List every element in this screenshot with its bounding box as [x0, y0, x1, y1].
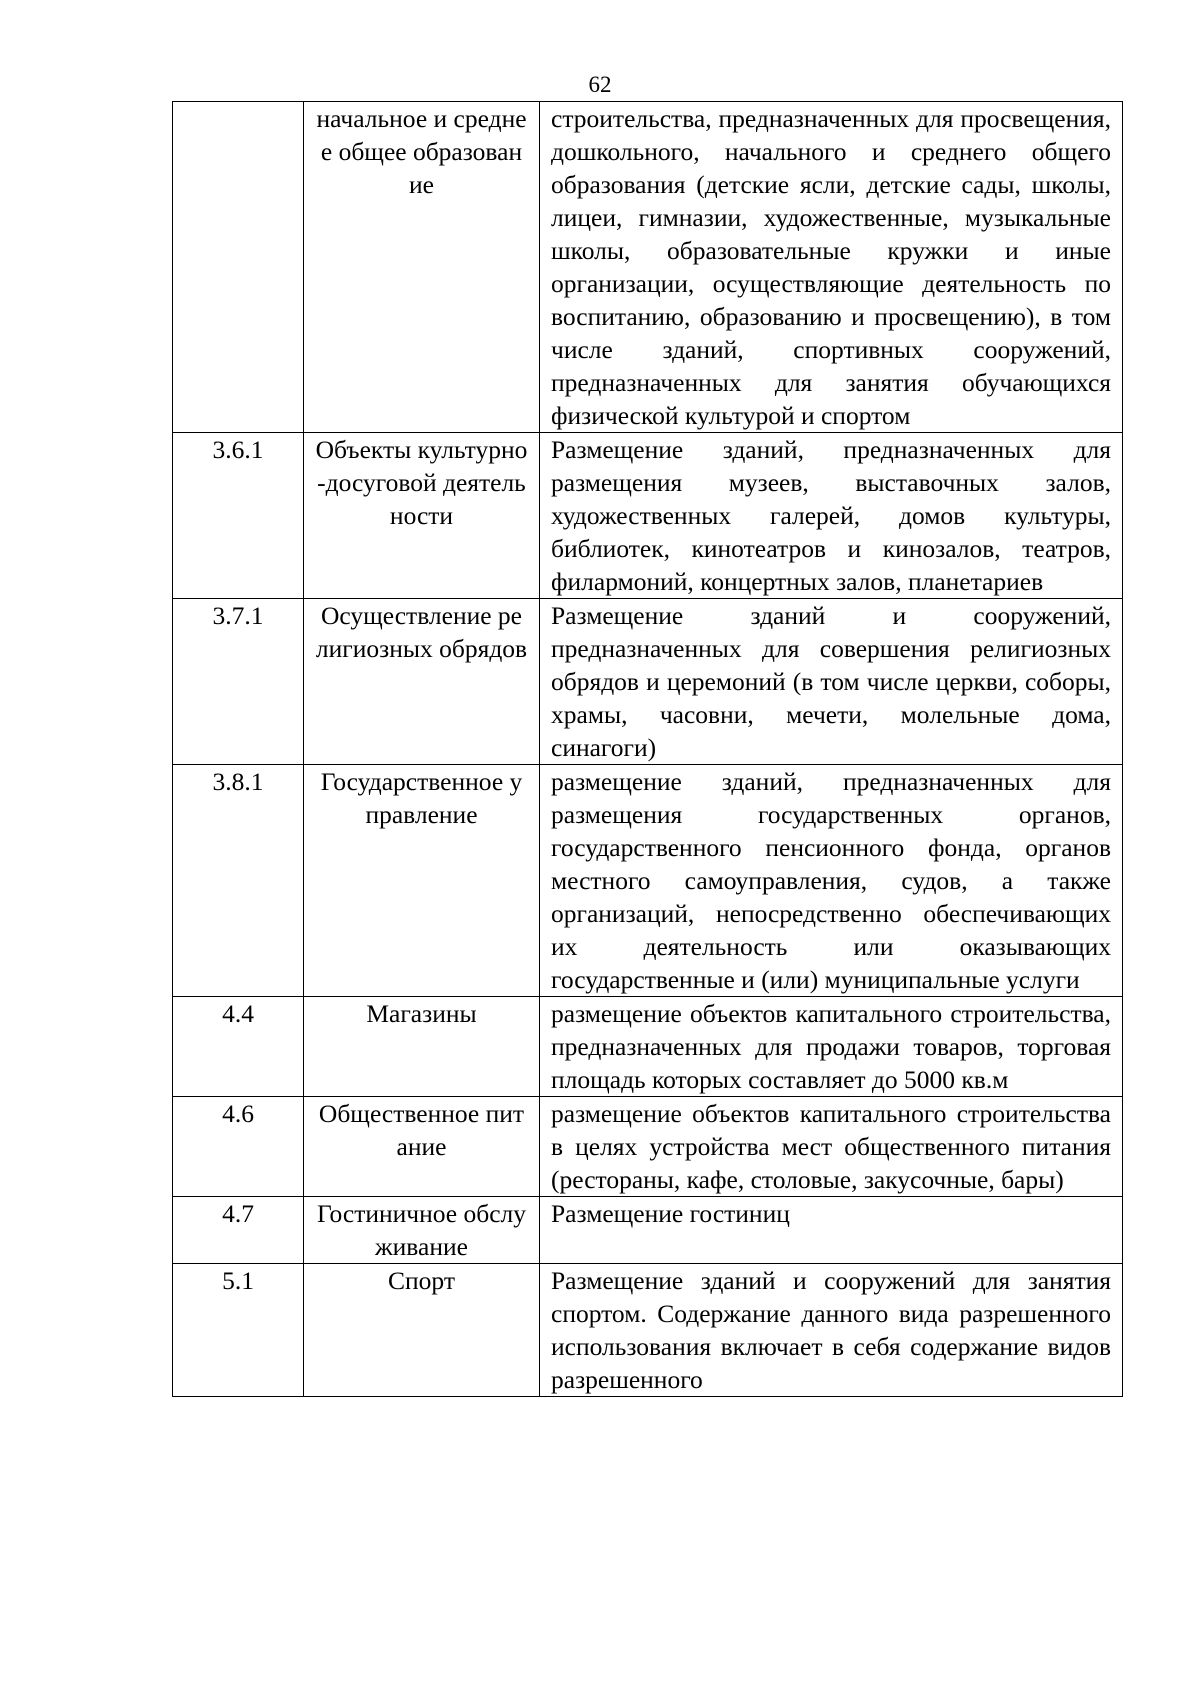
row-code: 3.6.1: [173, 433, 304, 599]
row-code: 3.7.1: [173, 599, 304, 765]
row-code: 4.6: [173, 1097, 304, 1197]
row-description: размещение объектов капитального строительства, предназначенных для продажи товаров, торговая площадь которых составляет до 5000 кв.м: [540, 997, 1123, 1097]
row-code: 5.1: [173, 1264, 304, 1397]
table-row: [173, 599, 1123, 765]
row-code: 4.4: [173, 997, 304, 1097]
row-description: строительства, предназначенных для просвещения, дошкольного, начального и среднего общего образования (детские ясли, детские сады, школы, лицеи, гимназии, художественные, музыкальные школы, образовательные кружки и иные организации, осуществляющие деятельность по воспитанию, образованию и просвещению), в том числе зданий, спортивных сооружений, предназначенных для занятия обучающихся физической культурой и спортом: [540, 102, 1123, 433]
row-name: начальное и среднее общее образование: [304, 102, 540, 433]
row-description: Размещение зданий и сооружений для занятия спортом. Содержание данного вида разрешенного использования включает в себя содержание видов разрешенного: [540, 1264, 1123, 1397]
page-number: 62: [588, 72, 612, 97]
row-name: Спорт: [304, 1264, 540, 1397]
land-use-table: [172, 101, 1123, 1397]
table-row: [173, 997, 1123, 1097]
row-name: Общественное питание: [304, 1097, 540, 1197]
row-name: Гостиничное обслуживание: [304, 1197, 540, 1264]
table-row: [173, 765, 1123, 997]
row-description: Размещение зданий, предназначенных для размещения музеев, выставочных залов, художественных галерей, домов культуры, библиотек, кинотеатров и кинозалов, театров, филармоний, концертных залов, планетариев: [540, 433, 1123, 599]
row-code: 4.7: [173, 1197, 304, 1264]
table-row: [173, 1197, 1123, 1264]
row-description: Размещение зданий и сооружений, предназначенных для совершения религиозных обрядов и церемоний (в том числе церкви, соборы, храмы, часовни, мечети, молельные дома, синагоги): [540, 599, 1123, 765]
row-description: размещение объектов капитального строительства в целях устройства мест общественного питания (рестораны, кафе, столовые, закусочные, бары): [540, 1097, 1123, 1197]
row-description: размещение зданий, предназначенных для размещения государственных органов, государственного пенсионного фонда, органов местного самоуправления, судов, а также организаций, непосредственно обеспечивающих их деятельность или оказывающих государственные и (или) муниципальные услуги: [540, 765, 1123, 997]
table-row: [173, 102, 1123, 433]
table-row: [173, 1097, 1123, 1197]
row-name: Осуществление религиозных обрядов: [304, 599, 540, 765]
row-name: Объекты культурно-досуговой деятельности: [304, 433, 540, 599]
row-name: Магазины: [304, 997, 540, 1097]
row-description: Размещение гостиниц: [540, 1197, 1123, 1264]
table-row: [173, 433, 1123, 599]
row-name: Государственное управление: [304, 765, 540, 997]
table-row: [173, 1264, 1123, 1397]
row-code: [173, 102, 304, 433]
row-code: 3.8.1: [173, 765, 304, 997]
